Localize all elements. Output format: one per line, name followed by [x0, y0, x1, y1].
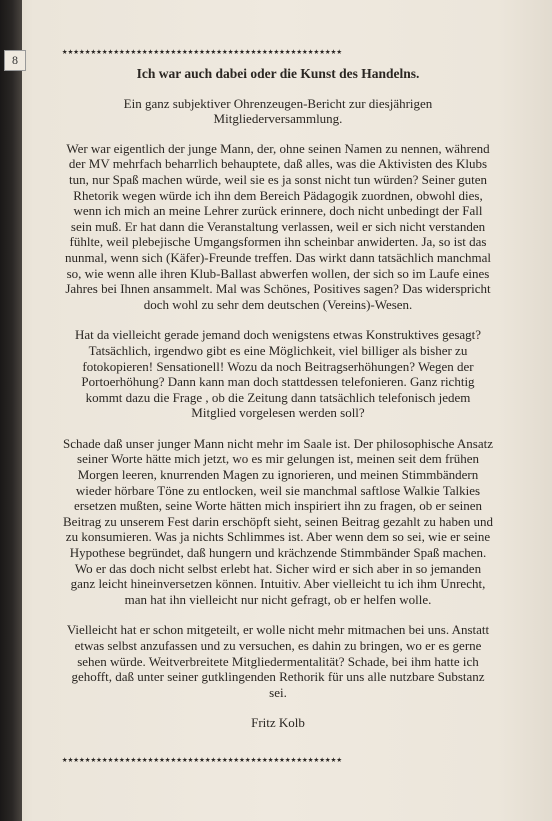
binding-spine: [0, 0, 22, 821]
article-paragraph-3: Schade daß unser junger Mann nicht mehr im Saale ist. Der philosophische Ansatz seiner Worte hätte mich jetzt, wo es mir gelungen ist, meinen seit dem frühen Morgen leeren, knurrenden Magen zu ignorieren, und meinen Stimmbändern wieder hörbare Töne zu entlocken, weil sie manchmal saftlose Walkie Talkies ersetzen mußten, seine Worte hätten mich inspiriert ihn zu fragen, ob er seinen Beitrag zu unserem Fest darin erschöpft sieht, seinen Beitrag gezahlt zu haben und zu konsumieren. Was ja nichts Schlimmes ist. Aber wenn dem so sei, wie er seine Hypothese begründet, daß hungern und krächzende Stimmbänder Spaß machen. Wo er das doch nicht selbst erlebt hat. Sicher wird er sich aber in so jemanden ganz leicht hineinversetzen können. Intuitiv. Aber vielleicht tu ich ihm Unrecht, man hat ihn vielleicht nur nicht gefragt, ob er helfen wolle.: [63, 435, 493, 607]
article-author: Fritz Kolb: [251, 715, 305, 731]
article-paragraph-2: Hat da vielleicht gerade jemand doch wenigstens etwas Konstruktives gesagt? Tatsächlich, irgendwo gibt es eine Möglichkeit, viel billiger als bisher zu fotokopieren! Sensationell! Wozu da noch Beitragserhöhungen? Wegen der Portoerhöhung? Dann kann man doch stattdessen telefonieren. Ganz richtig kommt dazu die Frage , ob die Zeitung dann tatsächlich telefonisch jedem Mitglied vorgelesen werden soll?: [74, 327, 482, 421]
article-paragraph-4: Vielleicht hat er schon mitgeteilt, er wolle nicht mehr mitmachen bei uns. Anstatt etwas selbst anzufassen und zu versuchen, es dahin zu bringen, wo er es gerne sehen würde. Weitverbreitete Mitgliedermentalität? Schade, bei ihm hatte ich gehofft, daß unter seiner gutklingenden Rethorik für uns alle nutzbare Substanz sei.: [66, 622, 490, 700]
article-subtitle: Ein ganz subjektiver Ohrenzeugen-Bericht zur diesjährigen Mitgliederversammlung.: [123, 95, 433, 127]
article: [62, 62, 494, 731]
article-title: Ich war auch dabei oder die Kunst des Handelns.: [136, 66, 420, 81]
article-paragraph-1: Wer war eigentlich der junge Mann, der, ohne seinen Namen zu nennen, während der MV mehrfach beharrlich behauptete, daß alles, was die Aktivisten des Klubs tun, nur Spaß machen würde, weil sie es ja sonst nicht tun würden? Seiner guten Rhetorik wegen würde ich ihn dem Bereich Pädagogik zuordnen, obwohl dies, wenn ich mich an meine Lehrer zurück erinnere, doch nicht unbedingt der Fall sein muß. Er hat dann die Veranstaltung verlassen, weil er sich nicht verstanden fühlte, weil plebejische Umgangsformen ihn scheinbar anwiderten. Ja, so ist das nunmal, wenn sich (Käfer)-Freunde treffen. Das wirkt dann tatsächlich manchmal so, wie wenn alle ihren Klub-Ballast abwerfen wollen, der sich so im Laufe eines Jahres bei Ihnen ansammelt. Mal was Schönes, Positives sagen? Das widerspricht doch wohl zu sehr dem deutschen (Vereins)-Wesen.: [64, 140, 492, 312]
star-divider-bottom: ★★★★★★★★★★★★★★★★★★★★★★★★★★★★★★★★★★★★★★★★★★★★★★★★★: [62, 755, 343, 765]
page-number: 8: [4, 50, 26, 71]
star-divider-top: ★★★★★★★★★★★★★★★★★★★★★★★★★★★★★★★★★★★★★★★★★★★★★★★★★: [62, 47, 343, 57]
